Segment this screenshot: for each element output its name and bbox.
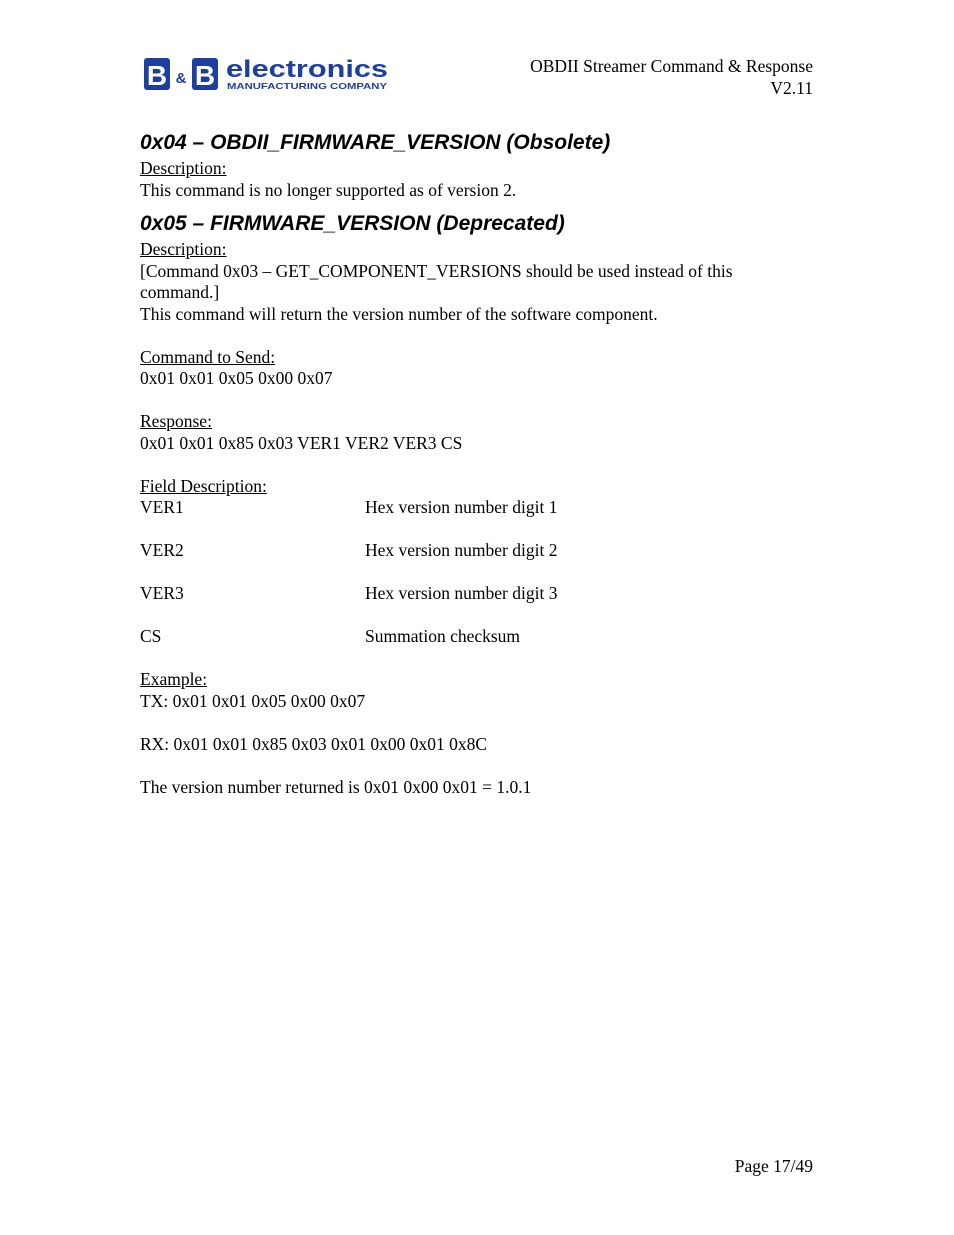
field-name: CS: [140, 626, 162, 646]
field-name: VER3: [140, 583, 184, 603]
description-line: command.]: [140, 282, 220, 302]
field-description-label: Field Description:: [140, 475, 267, 496]
description-label: Description:: [140, 239, 227, 259]
command-label: Command to Send:: [140, 346, 276, 367]
svg-text:B: B: [146, 60, 168, 91]
page-content: [140, 128, 820, 798]
description-label: Description:: [140, 158, 227, 178]
svg-text:&: &: [175, 70, 187, 87]
field-name: VER1: [140, 497, 184, 517]
page-number: Page 17/49: [734, 1156, 813, 1176]
version-note: The version number returned is 0x01 0x00 0x01 = 1.0.1: [140, 776, 532, 797]
document-title: OBDII Streamer Command & Response: [530, 56, 813, 76]
company-logo: [144, 56, 390, 92]
response-label: Response:: [140, 411, 212, 431]
field-desc: Summation checksum: [365, 626, 521, 646]
response-value: 0x01 0x01 0x85 0x03 VER1 VER2 VER3 CS: [140, 432, 463, 453]
field-row: [140, 626, 820, 648]
example-tx: TX: 0x01 0x01 0x05 0x00 0x07: [140, 690, 366, 711]
description-text: This command is no longer supported as of version 2.: [140, 179, 517, 200]
field-row: [140, 540, 820, 562]
field-desc: Hex version number digit 3: [365, 583, 558, 603]
field-name: VER2: [140, 540, 184, 560]
section-heading-0x04: 0x04 – OBDII_FIRMWARE_VERSION (Obsolete): [140, 131, 611, 154]
document-version: V2.11: [770, 78, 813, 98]
command-value: 0x01 0x01 0x05 0x00 0x07: [140, 368, 333, 388]
field-row: [140, 583, 820, 605]
example-label: Example:: [140, 669, 208, 689]
field-desc: Hex version number digit 2: [365, 540, 558, 560]
description-line: This command will return the version number of the software component.: [140, 303, 658, 324]
field-desc: Hex version number digit 1: [365, 497, 558, 517]
example-rx: RX: 0x01 0x01 0x85 0x03 0x01 0x00 0x01 0x8C: [140, 733, 488, 754]
description-line: [Command 0x03 – GET_COMPONENT_VERSIONS should be used instead of this: [140, 260, 733, 281]
svg-text:B: B: [194, 60, 216, 91]
svg-text:MANUFACTURING COMPANY: MANUFACTURING COMPANY: [227, 81, 388, 91]
svg-text:electronics: electronics: [226, 56, 388, 83]
field-row: [140, 497, 820, 519]
section-heading-0x05: 0x05 – FIRMWARE_VERSION (Deprecated): [140, 212, 565, 235]
document-header: [530, 55, 813, 99]
